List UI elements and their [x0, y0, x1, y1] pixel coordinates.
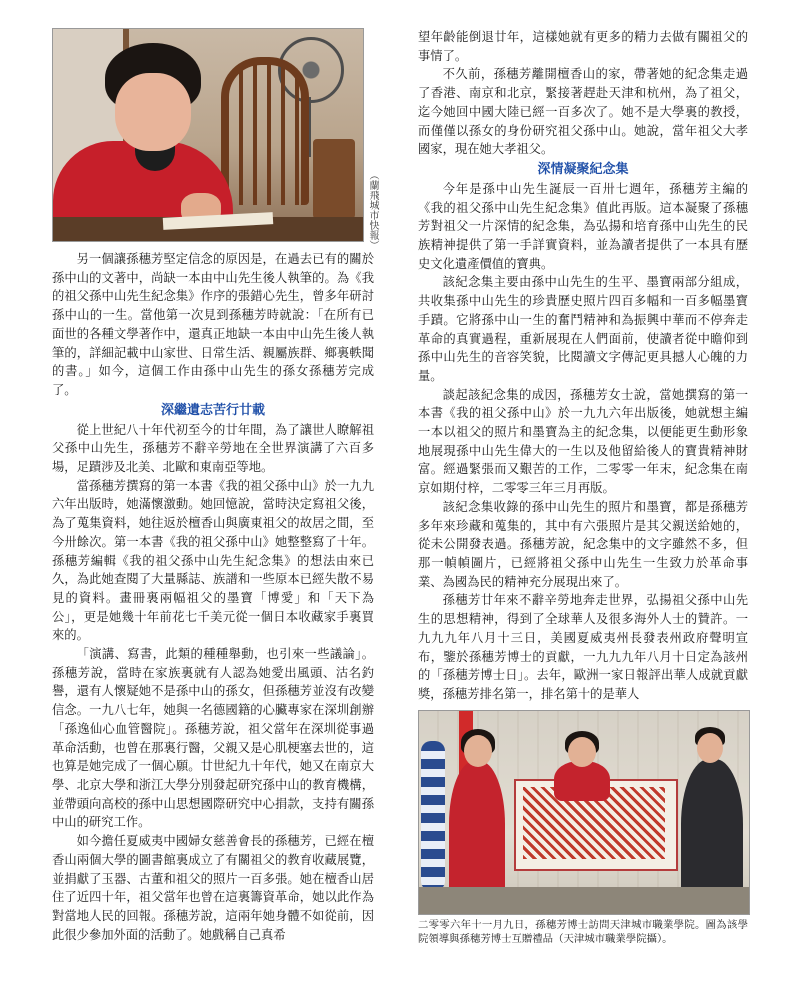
paragraph: 「演講、寫書，此類的種種舉動，也引來一些議論」。孫穗芳說，當時在家族裏就有人認為她愛出風頭、沽名釣譽，還有人懷疑她不是孫中山的孫女，但孫穗芳並沒有改變信念。一九八七年，她與一名德國籍的心臟專家在深圳創辦「孫逸仙心血管醫院」。孫穗芳說，祖父當年在深圳從事過革命活動，也曾在那裏行醫，父親又是心肌梗塞去世的，這也算是她完成了一個心願。廿世紀九十年代，她又在南京大學、北京大學和浙江大學分別發起研究孫中山的教育機構，並帶頭向高校的孫中山思想國際研究中心捐款，支持有關孫中山的研究工作。 — [52, 647, 374, 830]
paragraph: 談起該紀念集的成因，孫穗芳女士說，當她撰寫的第一本書《我的祖父孫中山》於一九九六年出版後，她就想主編一本以祖父的照片和墨寶為主的紀念集，以便能更生動形象地展現孫中山先生偉大的一生以及他留給後人的寶貴精神財富。經過緊張而又艱苦的工作，二零零一年末，紀念集在南京如期付梓，二零零三年三月再版。 — [418, 387, 748, 496]
right-column — [418, 28, 748, 946]
paragraph: 當孫穗芳撰寫的第一本書《我的祖父孫中山》於一九九六年出版時，她滿懷激動。她回憶說，當時決定寫祖父後，為了蒐集資料，她往返於檀香山與廣東祖父的故居之間，至今卅餘次。第一本書《我的祖父孫中山》她整整寫了十年。孫穗芳編輯《我的祖父孫中山先生紀念集》的想法由來已久，為此她查閱了大量縣誌、族譜和一些原本已經失散不易見的資料。畫冊裏兩幅祖父的墨寶「博愛」和「天下為公」，更是她幾十年前花七千美元從一個日本收藏家手裏買來的。 — [52, 478, 374, 643]
paragraph: 孫穗芳廿年來不辭辛勞地奔走世界，弘揚祖父孫中山先生的思想精神，得到了全球華人及很多海外人士的贊許。一九九九年八月十三日，美國夏威夷州長發表州政府聲明宣布，鑒於孫穗芳博士的貢獻，一九九九年八月十日定為該州的「孫穗芳博士日」。去年，歐洲一家日報評出華人成就貢獻獎，孫穗芳排名第一，排名第十的是華人 — [418, 593, 748, 701]
photo-credit: （蘭飛城市快報） — [367, 170, 378, 250]
paragraph: 今年是孫中山先生誕辰一百卅七週年，孫穗芳主編的《我的祖父孫中山先生紀念集》值此再版。這本凝聚了孫穗芳對祖父一片深情的紀念集，為弘揚和培育孫中山先生的民族精神提供了第一手詳實資料，並為讀者提供了一本具有歷史文化遺產價值的寶典。 — [418, 181, 748, 271]
left-column — [52, 28, 374, 944]
paragraph: 如今擔任夏威夷中國婦女慈善會長的孫穗芳，已經在檀香山兩個大學的圖書館裏成立了有關祖父的教育收藏展覽，並捐獻了玉器、古董和祖父的照片一百多張。她在檀香山居住了近四十年，祖父當年也曾在這裏籌資革命，她以此作為對當地人民的回報。孫穗芳說，這兩年她身體不如從前，因此很少參加外面的活動了。她戲稱自己真希 — [52, 834, 374, 942]
paragraph: 不久前，孫穗芳離開檀香山的家，帶著她的紀念集走過了香港、南京和北京，緊接著趕赴天津和杭州，為了祖父，迄今她回中國大陸已經一百多次了。她不是大學裏的教授，而僅僅以孫女的身份研究祖父孫中山。她說，當年祖父大孝國家，現在她大孝祖父。 — [418, 67, 748, 157]
paragraph: 望年齡能倒退廿年，這樣她就有更多的精力去做有關祖父的事情了。 — [418, 30, 748, 63]
photo-caption: 二零零六年十一月九日，孫穗芳博士訪問天津城市職業學院。圖為該學院領導與孫穗芳博士互贈禮品（天津城市職業學院攝）。 — [418, 918, 748, 945]
event-photo — [418, 710, 750, 915]
section-heading: 深情凝聚紀念集 — [537, 161, 629, 177]
paragraph: 該紀念集主要由孫中山先生的生平、墨寶兩部分組成，共收集孫中山先生的珍貴歷史照片四百多幅和一百多幅墨寶手蹟。它將孫中山一生的奮鬥精神和為振興中華而不停奔走革命的真實過程，重新展現在人們面前，使讀者從中瞻仰到孫中山先生的音容笑貌，比閱讀文字傳記更具撼人心魄的力量。 — [418, 275, 748, 383]
paragraph: 另一個讓孫穗芳堅定信念的原因是，在過去已有的關於孫中山的文著中，尚缺一本由中山先生後人執筆的。為《我的祖父孫中山先生紀念集》作序的張錯心先生，曾多年研討孫中山的一生。當他第一次見到孫穗芳時就說：「在所有已面世的各種文學著作中，還真正地缺一本由中山先生後人執筆的，詳細記載中山家世、日常生活、親屬族群、鄉裏軼聞的書。」如今，這個工作由孫中山先生的孫女孫穗芳完成了。 — [52, 252, 374, 397]
paragraph: 從上世紀八十年代初至今的廿年間，為了讓世人瞭解祖父孫中山先生，孫穗芳不辭辛勞地在全世界演講了六百多場，足蹟涉及北美、北歐和東南亞等地。 — [52, 422, 374, 475]
portrait-photo — [52, 28, 364, 242]
paragraph: 該紀念集收錄的孫中山先生的照片和墨寶，都是孫穗芳多年來珍藏和蒐集的，其中有六張照片是其父親送給她的，從未公開發表過。孫穗芳說，紀念集中的文字雖然不多，但那一幀幀圖片，已經將祖父孫中山先生一生致力於革命事業、為國為民的精神充分展現出來了。 — [418, 499, 748, 589]
section-heading: 深繼遺志苦行廿載 — [160, 402, 265, 418]
